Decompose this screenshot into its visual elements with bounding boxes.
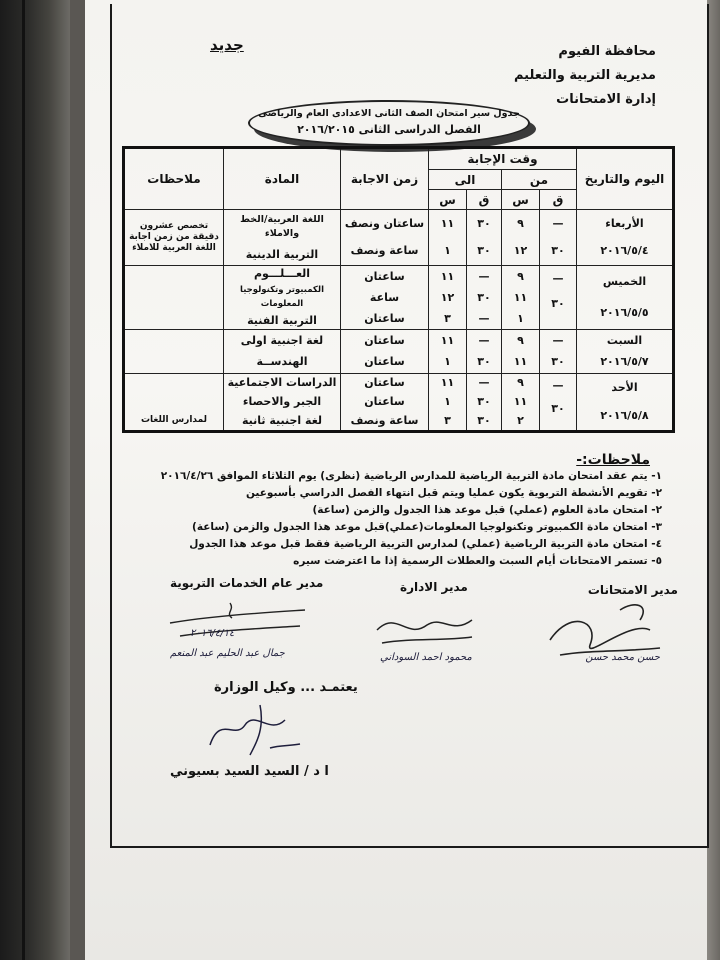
table-row bbox=[124, 266, 674, 330]
semester-title: الفصل الدراسى الثانى ٢٠١٦/٢٠١٥ bbox=[297, 123, 481, 136]
admin-director-title: مدير الادارة bbox=[400, 580, 468, 594]
to-hours-cell: ١١ ١ ٣ bbox=[429, 374, 467, 432]
from-minutes-cell: — ٣٠ bbox=[540, 266, 577, 330]
directorate-label: مديرية التربية والتعليم bbox=[513, 68, 656, 83]
note-item: ٥- تستمر الامتحانات أيام السبت والعطلات الرسمية إذا ما اعترضت سيره bbox=[293, 555, 662, 567]
from-hours-cell: ٩ ١١ ٢ bbox=[502, 374, 540, 432]
duration-cell: ساعتان ساعتان bbox=[341, 330, 429, 374]
day-cell: الأحد ٢٠١٦/٥/٨ bbox=[577, 374, 674, 432]
exams-admin-label: إدارة الامتحانات bbox=[556, 92, 656, 107]
note-cell: لمدارس اللغات bbox=[124, 374, 224, 432]
admin-director-name: محمود احمد السوداني bbox=[380, 652, 472, 663]
header-notes: ملاحظات bbox=[124, 148, 224, 210]
header-from-minutes: ق bbox=[540, 190, 577, 210]
notes-heading: ملاحظات:- bbox=[576, 452, 650, 468]
duration-cell: ساعتان ساعتان ساعة ونصف bbox=[341, 374, 429, 432]
exams-director-title: مدير الامتحانات bbox=[587, 583, 678, 597]
header-to-hours: س bbox=[429, 190, 467, 210]
header-duration: زمن الاجابة bbox=[341, 148, 429, 210]
to-minutes-cell: ٣٠ ٣٠ bbox=[467, 210, 502, 266]
admin-director-signature bbox=[372, 605, 482, 650]
duration-cell: ساعتان ساعة ساعتان bbox=[341, 266, 429, 330]
services-signature-date: ٢٠١٦/٤/١٤ bbox=[190, 628, 235, 639]
from-minutes-cell: — ٣٠ bbox=[540, 330, 577, 374]
exam-schedule-table bbox=[122, 146, 675, 433]
header-from: من bbox=[502, 170, 577, 190]
subject-cell: لغة اجنبية اولى الهندســة bbox=[224, 330, 341, 374]
subject-cell: العـــلـــوم الكمبيوتر وتكنولوجيا المعلومات التربية الفنية bbox=[224, 266, 341, 330]
note-cell bbox=[124, 266, 224, 330]
day-cell: الخميس ٢٠١٦/٥/٥ bbox=[577, 266, 674, 330]
binder-spine bbox=[0, 0, 70, 960]
header-subject: المادة bbox=[224, 148, 341, 210]
day-cell: الأربعاء ٢٠١٦/٥/٤ bbox=[577, 210, 674, 266]
note-item: ٣- امتحان مادة الكمبيوتر وتكنولوجيا المعلومات(عملي)قبل موعد هذا الجدول والزمن (ساعة) bbox=[192, 521, 662, 533]
to-minutes-cell: — ٣٠ ٣٠ bbox=[467, 374, 502, 432]
to-minutes-cell: — ٣٠ bbox=[467, 330, 502, 374]
note-item: ٤- امتحان مادة التربية الرياضية (عملي) لمدارس التربية الرياضية فقط قبل موعد هذا الجدول bbox=[189, 538, 662, 550]
binder-edge bbox=[22, 0, 25, 960]
header-from-hours: س bbox=[502, 190, 540, 210]
note-cell bbox=[124, 330, 224, 374]
header-day-date: اليوم والتاريخ bbox=[577, 148, 674, 210]
schedule-title: جدول سير امتحان الصف الثانى الاعدادى العام والرياضى bbox=[258, 108, 520, 119]
services-director-signature bbox=[160, 598, 310, 643]
services-director-name: جمال عبد الحليم عبد المنعم bbox=[170, 648, 285, 659]
day-cell: السبت ٢٠١٦/٥/٧ bbox=[577, 330, 674, 374]
deputy-signature bbox=[200, 700, 310, 760]
deputy-name: ا د / السيد السيد بسيوني bbox=[170, 764, 329, 779]
to-hours-cell: ١١ ١ bbox=[429, 210, 467, 266]
table-row bbox=[124, 210, 674, 266]
from-hours-cell: ٩ ١١ bbox=[502, 330, 540, 374]
duration-cell: ساعتان ونصف ساعة ونصف bbox=[341, 210, 429, 266]
approval-label: يعتمـد ... وكيل الوزارة bbox=[214, 680, 358, 695]
new-badge: جديد bbox=[210, 36, 244, 54]
header-answer-time: وقت الإجابة bbox=[429, 148, 577, 170]
from-hours-cell: ٩ ١١ ١ bbox=[502, 266, 540, 330]
table-row bbox=[124, 330, 674, 374]
to-hours-cell: ١١ ١ bbox=[429, 330, 467, 374]
from-minutes-cell: — ٣٠ bbox=[540, 374, 577, 432]
subject-cell: الدراسات الاجتماعية الجبر والاحصاء لغة اجنبية ثانية bbox=[224, 374, 341, 432]
header-to: الى bbox=[429, 170, 502, 190]
to-hours-cell: ١١ ١٢ ٣ bbox=[429, 266, 467, 330]
from-hours-cell: ٩ ١٢ bbox=[502, 210, 540, 266]
table-row bbox=[124, 374, 674, 432]
exams-director-name: حسن محمد حسن bbox=[585, 652, 660, 663]
governorate-label: محافظة الفيوم bbox=[558, 44, 656, 59]
from-minutes-cell: — ٣٠ bbox=[540, 210, 577, 266]
header-to-minutes: ق bbox=[467, 190, 502, 210]
note-item: ١- يتم عقد امتحان مادة التربية الرياضية للمدارس الرياضية (نظرى) يوم الثلاثاء الموافق ٢٠١٦/٤/٢٦ bbox=[160, 470, 662, 482]
services-director-title: مدير عام الخدمات التربوية bbox=[170, 576, 324, 590]
subject-cell: اللغة العربية/الخط والاملاء التربية الدينية bbox=[224, 210, 341, 266]
note-cell: تخصص عشرون دقيقة من زمن اجابة اللغة العربية للاملاء bbox=[124, 210, 224, 266]
note-item: ٢- امتحان مادة العلوم (عملي) قبل موعد هذا الجدول والزمن (ساعة) bbox=[312, 504, 662, 516]
note-item: ٢- تقويم الأنشطة التربوية يكون عمليا ويتم قبل انتهاء الفصل الدراسي بأسبوعين bbox=[245, 487, 662, 499]
to-minutes-cell: — ٣٠ — bbox=[467, 266, 502, 330]
